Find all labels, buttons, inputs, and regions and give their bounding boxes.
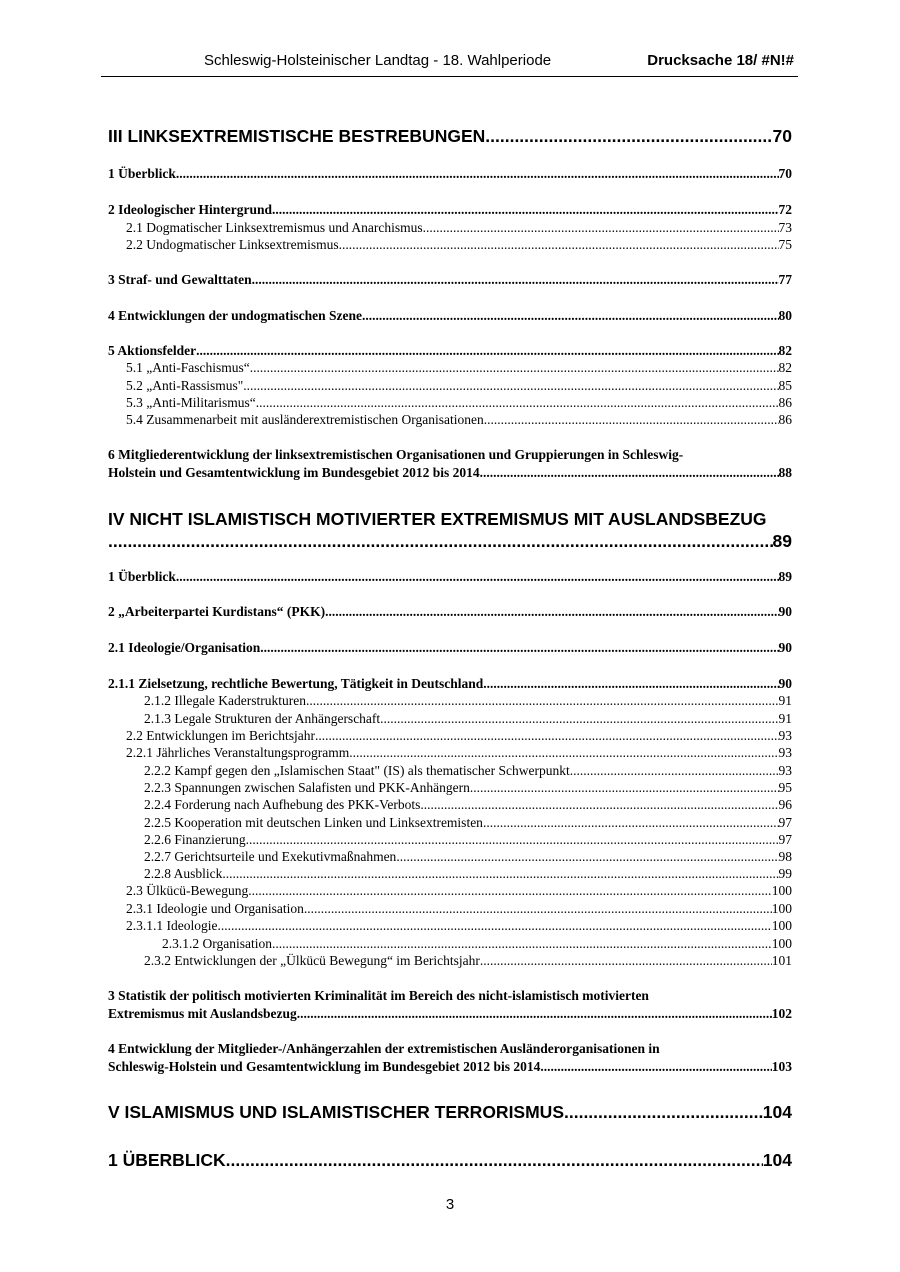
toc-entry[interactable]: 5 Aktionsfelder ..... 82 [108,343,792,359]
toc-entry[interactable]: 2 „Arbeiterpartei Kurdistans“ (PKK) ..... 90 [108,604,792,620]
toc-entry[interactable]: 1 Überblick ..... 89 [108,569,792,585]
toc-entry[interactable]: 1 Überblick ..... 70 [108,166,792,182]
header-title: Schleswig-Holsteinischer Landtag - 18. Wahlperiode [204,52,552,69]
toc-entry[interactable]: 2.3.2 Entwicklungen der „Ülkücü Bewegung“ im Berichtsjahr ..... 101 [144,953,792,969]
toc-entry[interactable]: 2.2.2 Kampf gegen den „Islamischen Staat" (IS) als thematischer Schwerpunkt ..... 93 [144,763,792,779]
toc-entry[interactable]: 2.3.1 Ideologie und Organisation ..... 100 [126,901,792,917]
toc-entry[interactable]: 2.1.2 Illegale Kaderstrukturen ..... 91 [144,693,792,709]
toc-entry[interactable]: 2.3.1.1 Ideologie ..... 100 [126,918,792,934]
toc-entry[interactable]: 2.1 Dogmatischer Linksextremismus und Anarchismus ..... 73 [126,220,792,236]
toc-entry[interactable]: 5.2 „Anti-Rassismus" ..... 85 [126,378,792,394]
toc-entry-line1[interactable]: 6 Mitgliederentwicklung der linksextremistischen Organisationen und Gruppierungen in Schleswig- [108,447,684,462]
toc-entry-line1[interactable]: 3 Statistik der politisch motivierten Kriminalität im Bereich des nicht-islamistisch motivierten [108,988,649,1003]
toc-entry[interactable]: 2 Ideologischer Hintergrund ..... 72 [108,202,792,218]
page-number: 3 [445,1196,455,1213]
toc-entry[interactable]: Extremismus mit Auslandsbezug ..... 102 [108,1006,792,1022]
toc-entry[interactable]: Schleswig-Holstein und Gesamtentwicklung im Bundesgebiet 2012 bis 2014 ..... 103 [108,1059,792,1075]
toc-part-heading[interactable]: V ISLAMISMUS UND ISLAMISTISCHER TERRORISMUS ..... 104 [108,1102,792,1123]
toc-part-heading[interactable]: III LINKSEXTREMISTISCHE BESTREBUNGEN ..... 70 [108,126,792,147]
toc-entry[interactable]: 2.2.3 Spannungen zwischen Salafisten und PKK-Anhängern ..... 95 [144,780,792,796]
toc-entry[interactable]: 2.2.5 Kooperation mit deutschen Linken und Linksextremisten ..... 97 [144,815,792,831]
toc-part-heading-line1[interactable]: IV NICHT ISLAMISTISCH MOTIVIERTER EXTREMISMUS MIT AUSLANDSBEZUG [108,509,767,529]
header-doc-number: Drucksache 18/ #N!# [647,52,794,69]
toc-entry[interactable]: 2.3 Ülkücü-Bewegung ..... 100 [126,883,792,899]
toc-entry[interactable]: 5.1 „Anti-Faschismus“ ..... 82 [126,360,792,376]
page-header [101,50,798,77]
toc-entry[interactable]: 2.2.8 Ausblick ..... 99 [144,866,792,882]
toc-entry[interactable]: 2.2.7 Gerichtsurteile und Exekutivmaßnahmen ..... 98 [144,849,792,865]
toc-part-heading[interactable]: ..... 89 [108,531,792,552]
toc-leader-dots [485,126,772,147]
toc-entry[interactable]: 2.1.1 Zielsetzung, rechtliche Bewertung, Tätigkeit in Deutschland ..... 90 [108,676,792,692]
toc-entry[interactable]: 2.2 Entwicklungen im Berichtsjahr ..... 93 [126,728,792,744]
toc-entry[interactable]: 4 Entwicklungen der undogmatischen Szene ..... 80 [108,308,792,324]
toc-entry[interactable]: 3 Straf- und Gewalttaten ..... 77 [108,272,792,288]
toc-entry[interactable]: 5.3 „Anti-Militarismus“ ..... 86 [126,395,792,411]
toc-entry[interactable]: 2.2.4 Forderung nach Aufhebung des PKK-Verbots ..... 96 [144,797,792,813]
toc-entry[interactable]: 2.1 Ideologie/Organisation ..... 90 [108,640,792,656]
toc-entry[interactable]: 2.1.3 Legale Strukturen der Anhängerschaft ..... 91 [144,711,792,727]
toc-entry[interactable]: Holstein und Gesamtentwicklung im Bundesgebiet 2012 bis 2014 ..... 88 [108,465,792,481]
toc-entry[interactable]: 5.4 Zusammenarbeit mit ausländerextremistischen Organisationen ..... 86 [126,412,792,428]
toc-entry-line1[interactable]: 4 Entwicklung der Mitglieder-/Anhängerzahlen der extremistischen Ausländerorganisationen in [108,1041,660,1056]
toc-part-heading[interactable]: 1 ÜBERBLICK ..... 104 [108,1150,792,1171]
toc-entry[interactable]: 2.2.6 Finanzierung ..... 97 [144,832,792,848]
toc-entry[interactable]: 2.3.1.2 Organisation ..... 100 [162,936,792,952]
toc-entry[interactable]: 2.2 Undogmatischer Linksextremismus ..... 75 [126,237,792,253]
toc-entry[interactable]: 2.2.1 Jährliches Veranstaltungsprogramm ..... 93 [126,745,792,761]
